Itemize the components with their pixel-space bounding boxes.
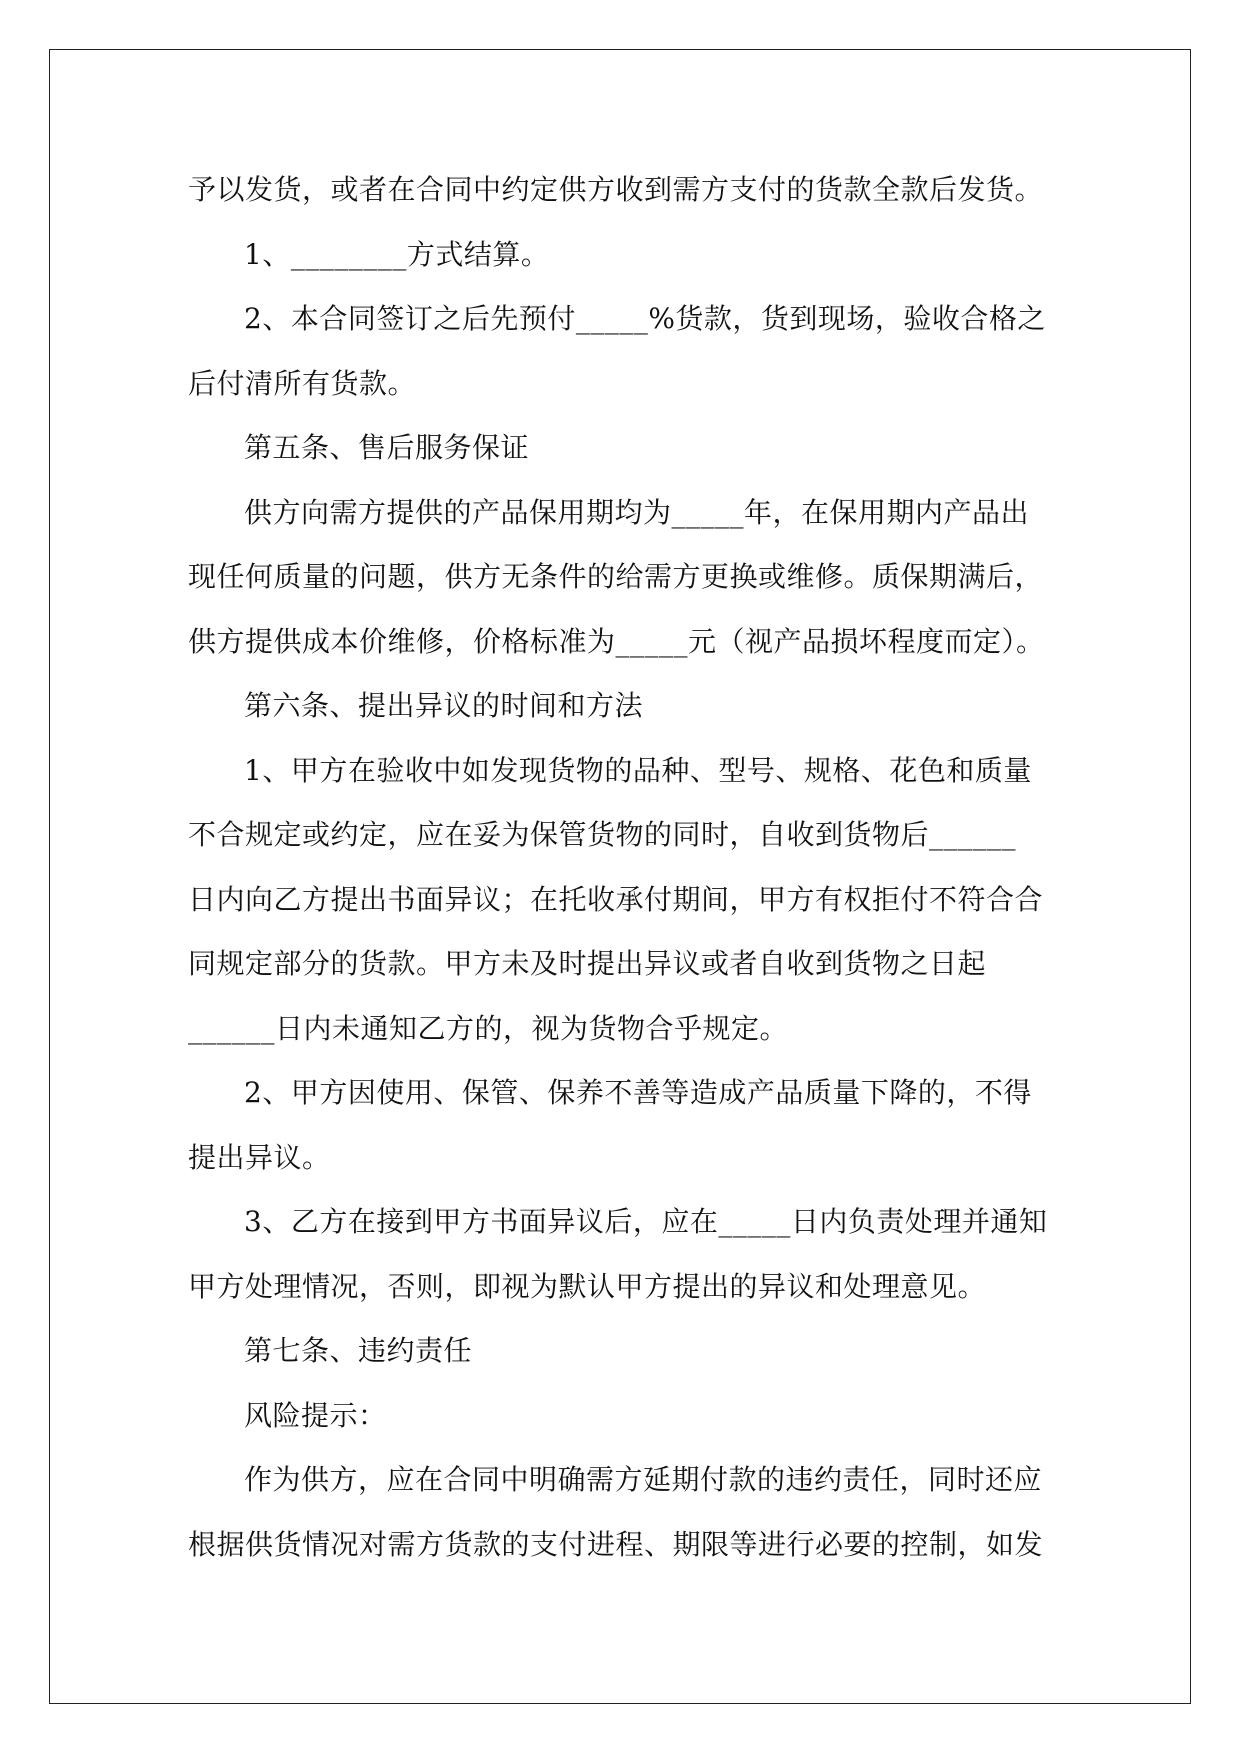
text-line: 3、乙方在接到甲方书面异议后，应在_____日内负责处理并通知: [244, 1205, 1048, 1238]
text-line: 根据供货情况对需方货款的支付进程、期限等进行必要的控制，如发: [188, 1527, 1044, 1561]
text-line: 予以发货，或者在合同中约定供方收到需方支付的货款全款后发货。: [188, 173, 1044, 206]
text-line: 现任何质量的问题，供方无条件的给需方更换或维修。质保期满后，: [188, 560, 1044, 593]
text-line: 2、本合同签订之后先预付_____%货款，货到现场，验收合格之: [244, 302, 1046, 335]
text-line: 甲方处理情况，否则，即视为默认甲方提出的异议和处理意见。: [188, 1269, 987, 1303]
text-line: 作为供方，应在合同中明确需方延期付款的违约责任，同时还应: [244, 1463, 1043, 1496]
text-line: 1、________方式结算。: [244, 237, 550, 271]
text-line: 1、甲方在验收中如发现货物的品种、型号、规格、花色和质量: [244, 753, 1032, 787]
text-line: 同规定部分的货款。甲方未及时提出异议或者自收到货物之日起: [188, 947, 987, 980]
text-line: 后付清所有货款。: [188, 366, 417, 400]
text-line: 提出异议。: [188, 1140, 331, 1174]
text-line: ______日内未通知乙方的，视为货物合乎规定。: [188, 1011, 789, 1045]
section-heading: 第五条、售后服务保证: [244, 431, 530, 464]
text-line: 日内向乙方提出书面异议；在托收承付期间，甲方有权拒付不符合合: [188, 882, 1044, 916]
section-heading: 第六条、提出异议的时间和方法: [244, 689, 644, 722]
text-line: 供方向需方提供的产品保用期均为_____年，在保用期内产品出: [244, 495, 1030, 529]
risk-notice-label: 风险提示：: [244, 1398, 387, 1432]
text-line: 不合规定或约定，应在妥为保管货物的同时，自收到货物后______: [188, 818, 1017, 851]
section-heading: 第七条、违约责任: [244, 1334, 473, 1367]
text-line: 供方提供成本价维修，价格标准为_____元（视产品损坏程度而定）。: [188, 624, 1045, 658]
text-line: 2、甲方因使用、保管、保养不善等造成产品质量下降的，不得: [244, 1076, 1032, 1109]
document-body: [188, 158, 1058, 1577]
